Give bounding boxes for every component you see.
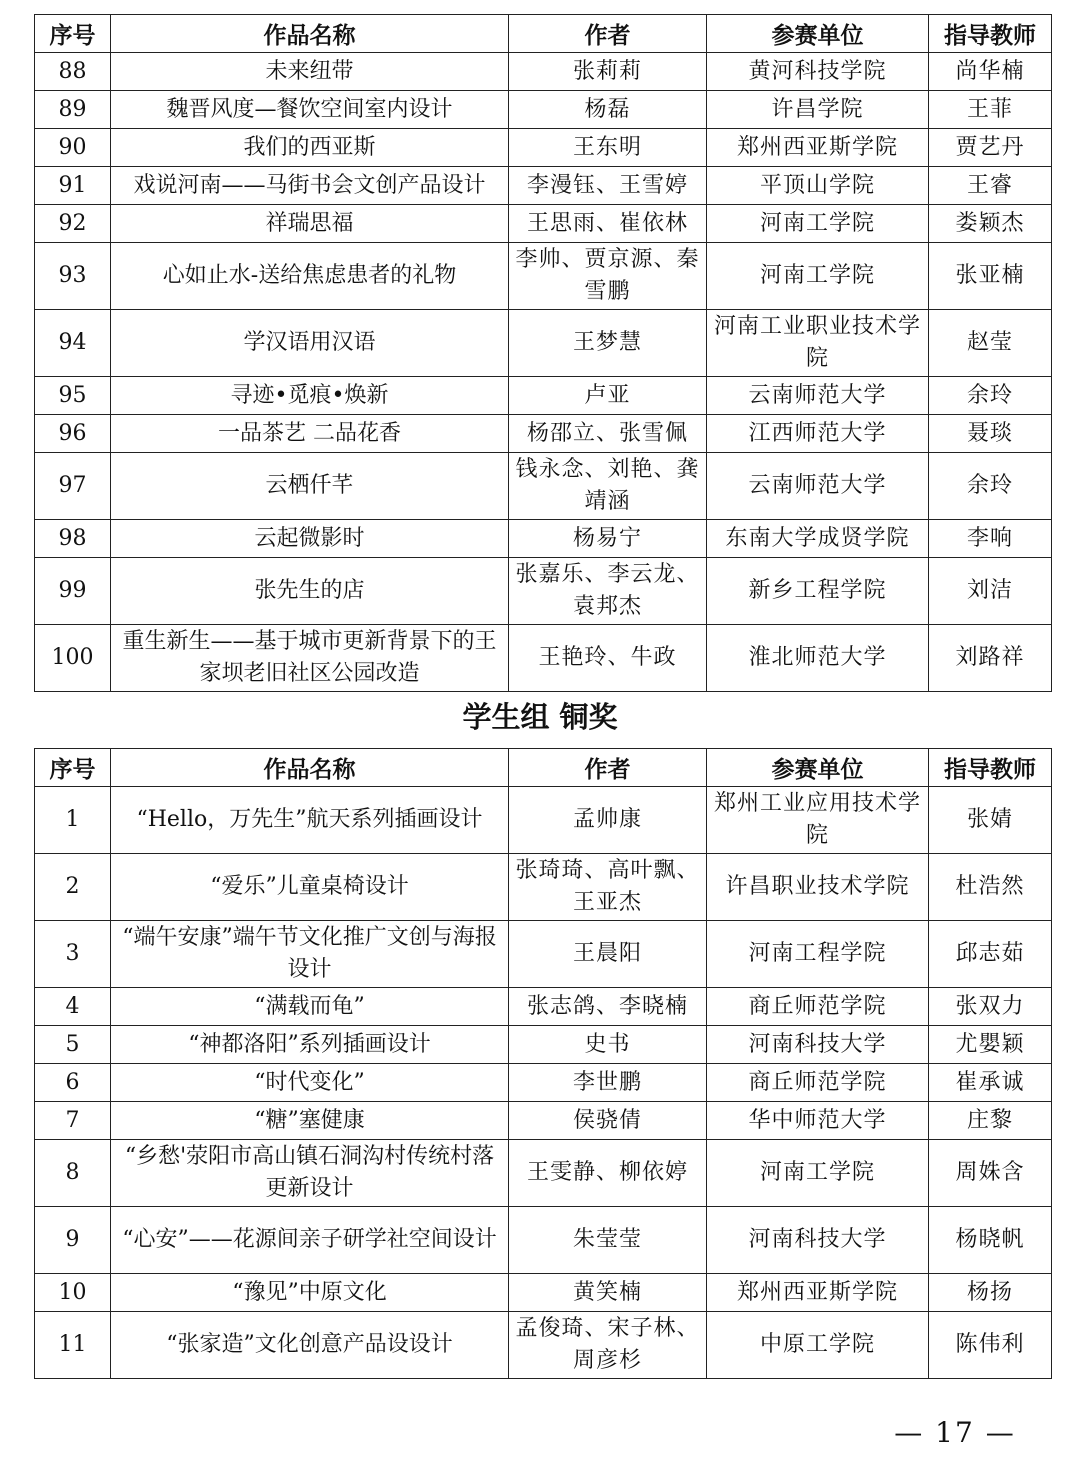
- page-number: — 17 —: [894, 1416, 1016, 1449]
- header-title: 作品名称: [111, 749, 509, 787]
- cell-no: 93: [35, 243, 111, 310]
- cell-unit: 平顶山学院: [707, 167, 929, 205]
- cell-title: 一品茶艺 二品花香: [111, 415, 509, 453]
- header-unit: 参赛单位: [707, 15, 929, 53]
- cell-advisor: 陈伟利: [929, 1312, 1052, 1379]
- cell-author: 王晨阳: [509, 921, 707, 988]
- cell-unit: 淮北师范大学: [707, 625, 929, 692]
- cell-author: 黄笑楠: [509, 1274, 707, 1312]
- award-table-bronze: [34, 748, 1052, 1379]
- table-row: [35, 921, 1052, 988]
- cell-author: 张莉莉: [509, 53, 707, 91]
- cell-unit: 江西师范大学: [707, 415, 929, 453]
- cell-title: 张先生的店: [111, 558, 509, 625]
- cell-no: 5: [35, 1026, 111, 1064]
- table-header-row: [35, 15, 1052, 53]
- header-no: 序号: [35, 749, 111, 787]
- cell-advisor: 余玲: [929, 377, 1052, 415]
- cell-advisor: 邱志茹: [929, 921, 1052, 988]
- cell-no: 9: [35, 1207, 111, 1274]
- table-row: [35, 129, 1052, 167]
- cell-no: 97: [35, 453, 111, 520]
- cell-title: 祥瑞思福: [111, 205, 509, 243]
- table-row: [35, 854, 1052, 921]
- cell-author: 王东明: [509, 129, 707, 167]
- cell-unit: 东南大学成贤学院: [707, 520, 929, 558]
- header-unit: 参赛单位: [707, 749, 929, 787]
- cell-unit: 商丘师范学院: [707, 1064, 929, 1102]
- cell-title: 戏说河南——马街书会文创产品设计: [111, 167, 509, 205]
- cell-advisor: 娄颖杰: [929, 205, 1052, 243]
- table-row: [35, 167, 1052, 205]
- cell-title: 未来纽带: [111, 53, 509, 91]
- cell-author: 王思雨、崔依林: [509, 205, 707, 243]
- cell-title: “糖”塞健康: [111, 1102, 509, 1140]
- cell-unit: 郑州工业应用技术学院: [707, 787, 929, 854]
- cell-advisor: 王菲: [929, 91, 1052, 129]
- table-body: [35, 53, 1052, 692]
- cell-unit: 河南工程学院: [707, 921, 929, 988]
- cell-unit: 中原工学院: [707, 1312, 929, 1379]
- cell-title: 云栖仟芊: [111, 453, 509, 520]
- cell-title: 云起微影时: [111, 520, 509, 558]
- table-row: [35, 520, 1052, 558]
- cell-no: 10: [35, 1274, 111, 1312]
- cell-no: 11: [35, 1312, 111, 1379]
- cell-author: 张嘉乐、李云龙、袁邦杰: [509, 558, 707, 625]
- cell-author: 王梦慧: [509, 310, 707, 377]
- table-row: [35, 415, 1052, 453]
- table-row: [35, 1140, 1052, 1207]
- table-row: [35, 787, 1052, 854]
- cell-unit: 许昌学院: [707, 91, 929, 129]
- cell-unit: 云南师范大学: [707, 377, 929, 415]
- cell-advisor: 聂琰: [929, 415, 1052, 453]
- cell-no: 6: [35, 1064, 111, 1102]
- cell-advisor: 崔承诚: [929, 1064, 1052, 1102]
- cell-advisor: 刘路祥: [929, 625, 1052, 692]
- table-row: [35, 1274, 1052, 1312]
- cell-title: 学汉语用汉语: [111, 310, 509, 377]
- cell-no: 1: [35, 787, 111, 854]
- cell-advisor: 尚华楠: [929, 53, 1052, 91]
- cell-author: 卢亚: [509, 377, 707, 415]
- cell-advisor: 杜浩然: [929, 854, 1052, 921]
- cell-advisor: 杨晓帆: [929, 1207, 1052, 1274]
- table-row: [35, 53, 1052, 91]
- cell-advisor: 李响: [929, 520, 1052, 558]
- cell-no: 91: [35, 167, 111, 205]
- cell-unit: 河南科技大学: [707, 1207, 929, 1274]
- cell-title: “端午安康”端午节文化推广文创与海报设计: [111, 921, 509, 988]
- cell-no: 92: [35, 205, 111, 243]
- cell-advisor: 杨扬: [929, 1274, 1052, 1312]
- cell-no: 98: [35, 520, 111, 558]
- cell-author: 史书: [509, 1026, 707, 1064]
- cell-author: 杨易宁: [509, 520, 707, 558]
- cell-author: 张志鸽、李晓楠: [509, 988, 707, 1026]
- award-table-upper: [34, 14, 1052, 692]
- table-row: [35, 205, 1052, 243]
- cell-title: “豫见”中原文化: [111, 1274, 509, 1312]
- cell-author: 孟帅康: [509, 787, 707, 854]
- table-row: [35, 1064, 1052, 1102]
- cell-author: 李帅、贾京源、秦雪鹏: [509, 243, 707, 310]
- cell-title: 心如止水-送给焦虑患者的礼物: [111, 243, 509, 310]
- header-author: 作者: [509, 15, 707, 53]
- cell-unit: 河南科技大学: [707, 1026, 929, 1064]
- cell-author: 孟俊琦、宋子林、周彦杉: [509, 1312, 707, 1379]
- cell-no: 4: [35, 988, 111, 1026]
- cell-author: 李漫钰、王雪婷: [509, 167, 707, 205]
- cell-author: 杨邵立、张雪佩: [509, 415, 707, 453]
- table-row: [35, 1102, 1052, 1140]
- table-row: [35, 243, 1052, 310]
- cell-author: 钱永念、刘艳、龚靖涵: [509, 453, 707, 520]
- header-title: 作品名称: [111, 15, 509, 53]
- cell-no: 90: [35, 129, 111, 167]
- cell-unit: 郑州西亚斯学院: [707, 129, 929, 167]
- cell-advisor: 刘洁: [929, 558, 1052, 625]
- cell-advisor: 余玲: [929, 453, 1052, 520]
- cell-advisor: 尤嬰颖: [929, 1026, 1052, 1064]
- cell-unit: 华中师范大学: [707, 1102, 929, 1140]
- cell-advisor: 贾艺丹: [929, 129, 1052, 167]
- cell-advisor: 庄黎: [929, 1102, 1052, 1140]
- cell-advisor: 赵莹: [929, 310, 1052, 377]
- cell-unit: 黄河科技学院: [707, 53, 929, 91]
- cell-author: 王雯静、柳依婷: [509, 1140, 707, 1207]
- cell-title: 寻迹•觅痕•焕新: [111, 377, 509, 415]
- table-row: [35, 453, 1052, 520]
- cell-advisor: 张婧: [929, 787, 1052, 854]
- cell-title: “时代变化”: [111, 1064, 509, 1102]
- cell-no: 94: [35, 310, 111, 377]
- cell-title: “爱乐”儿童桌椅设计: [111, 854, 509, 921]
- cell-unit: 新乡工程学院: [707, 558, 929, 625]
- cell-title: “Hello，万先生”航天系列插画设计: [111, 787, 509, 854]
- table-row: [35, 988, 1052, 1026]
- cell-no: 8: [35, 1140, 111, 1207]
- table-row: [35, 625, 1052, 692]
- cell-author: 李世鹏: [509, 1064, 707, 1102]
- cell-author: 张琦琦、高叶飘、王亚杰: [509, 854, 707, 921]
- cell-title: 我们的西亚斯: [111, 129, 509, 167]
- cell-advisor: 周姝含: [929, 1140, 1052, 1207]
- cell-title: “神都洛阳”系列插画设计: [111, 1026, 509, 1064]
- cell-advisor: 张双力: [929, 988, 1052, 1026]
- cell-no: 3: [35, 921, 111, 988]
- cell-title: 重生新生——基于城市更新背景下的王家坝老旧社区公园改造: [111, 625, 509, 692]
- table-row: [35, 1026, 1052, 1064]
- cell-no: 99: [35, 558, 111, 625]
- table-row: [35, 1312, 1052, 1379]
- cell-title: “张家造”文化创意产品设设计: [111, 1312, 509, 1379]
- cell-title: “心安”——花源间亲子研学社空间设计: [111, 1207, 509, 1274]
- cell-no: 89: [35, 91, 111, 129]
- cell-author: 王艳玲、牛政: [509, 625, 707, 692]
- cell-author: 朱莹莹: [509, 1207, 707, 1274]
- cell-advisor: 张亚楠: [929, 243, 1052, 310]
- cell-advisor: 王睿: [929, 167, 1052, 205]
- header-advisor: 指导教师: [929, 15, 1052, 53]
- cell-no: 96: [35, 415, 111, 453]
- cell-unit: 河南工业职业技术学院: [707, 310, 929, 377]
- cell-author: 杨磊: [509, 91, 707, 129]
- cell-unit: 河南工学院: [707, 243, 929, 310]
- table-row: [35, 377, 1052, 415]
- table-row: [35, 558, 1052, 625]
- cell-unit: 河南工学院: [707, 1140, 929, 1207]
- cell-unit: 河南工学院: [707, 205, 929, 243]
- table-body: [35, 787, 1052, 1379]
- cell-unit: 许昌职业技术学院: [707, 854, 929, 921]
- cell-no: 7: [35, 1102, 111, 1140]
- cell-unit: 郑州西亚斯学院: [707, 1274, 929, 1312]
- cell-unit: 商丘师范学院: [707, 988, 929, 1026]
- cell-title: 魏晋风度—餐饮空间室内设计: [111, 91, 509, 129]
- cell-title: “乡愁'荥阳市高山镇石洞沟村传统村落更新设计: [111, 1140, 509, 1207]
- cell-author: 侯骁倩: [509, 1102, 707, 1140]
- table-row: [35, 1207, 1052, 1274]
- table-header-row: [35, 749, 1052, 787]
- header-no: 序号: [35, 15, 111, 53]
- header-advisor: 指导教师: [929, 749, 1052, 787]
- table-row: [35, 310, 1052, 377]
- cell-unit: 云南师范大学: [707, 453, 929, 520]
- section-title-bronze: 学生组 铜奖: [462, 700, 618, 734]
- header-author: 作者: [509, 749, 707, 787]
- cell-no: 100: [35, 625, 111, 692]
- cell-title: “满载而龟”: [111, 988, 509, 1026]
- cell-no: 88: [35, 53, 111, 91]
- cell-no: 2: [35, 854, 111, 921]
- table-row: [35, 91, 1052, 129]
- cell-no: 95: [35, 377, 111, 415]
